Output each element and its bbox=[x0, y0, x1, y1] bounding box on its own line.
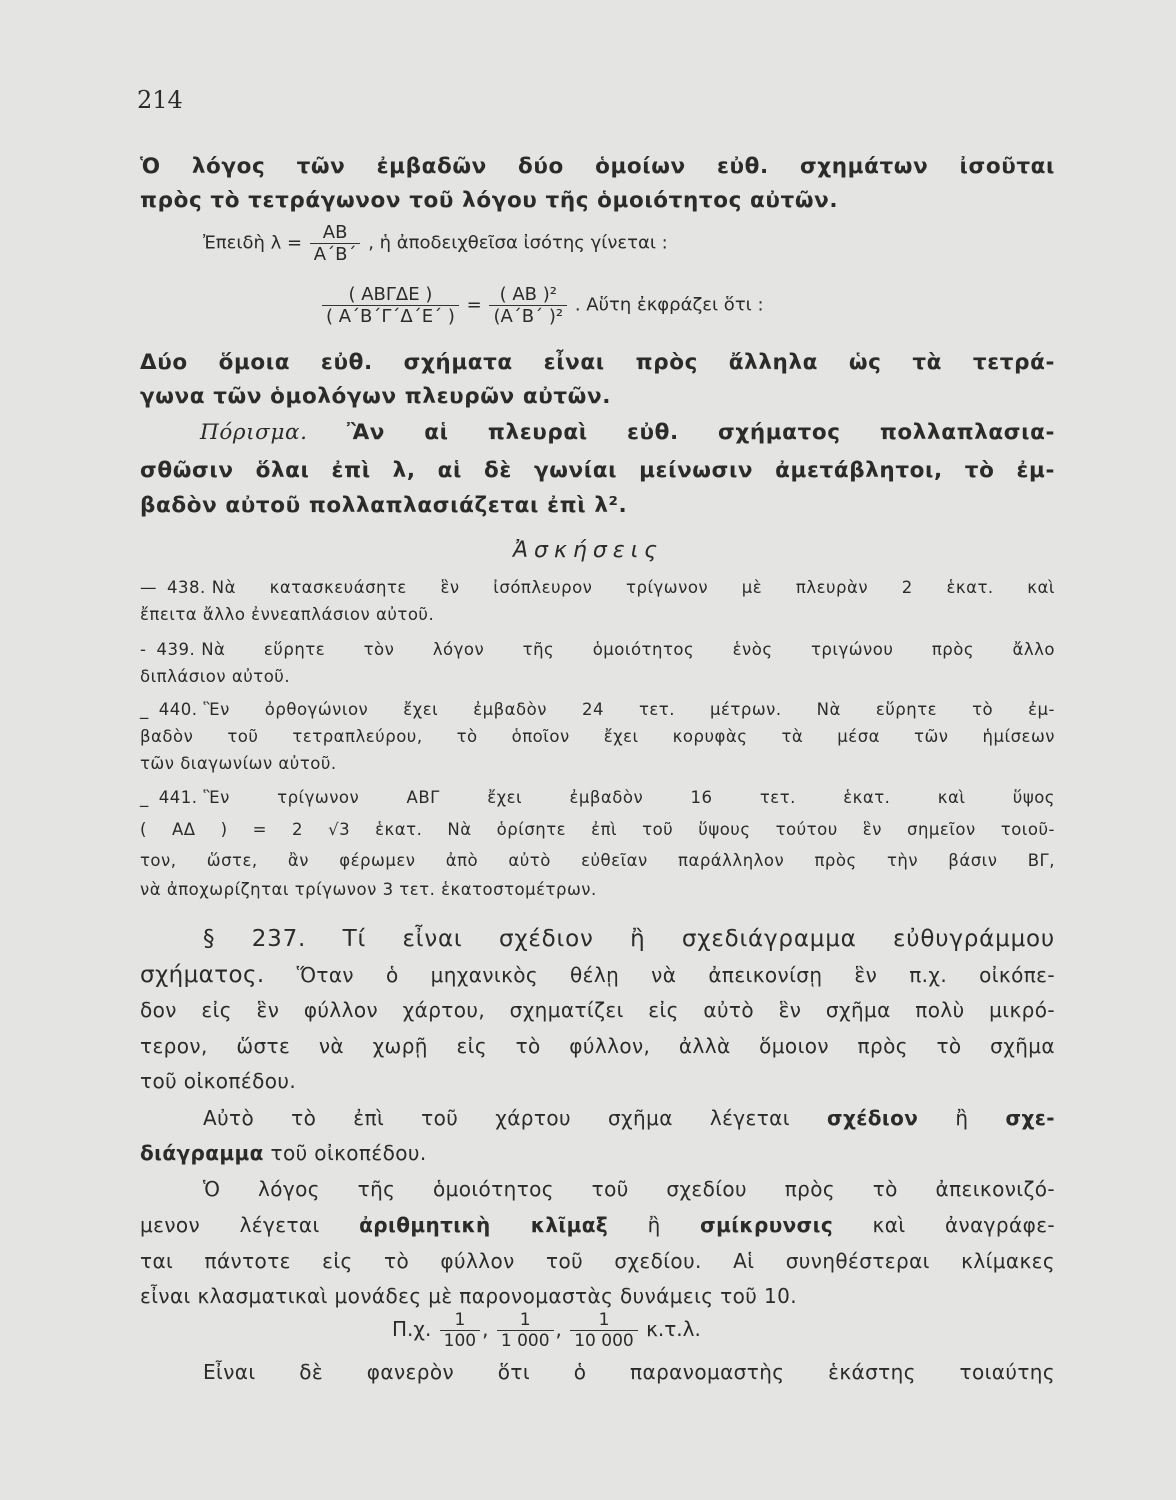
exercise-438-number: 438. bbox=[167, 578, 206, 597]
exercise-439-number: 439. bbox=[156, 640, 196, 659]
scale-fraction-100 bbox=[440, 1310, 480, 1351]
section-text-1: Ὅταν ὁ μηχανικὸς θέλῃ νὰ ἀπεικονίσῃ ἓν π.χ. οἰκόπε- bbox=[296, 963, 1055, 987]
example-suffix: κ.τ.λ. bbox=[646, 1317, 701, 1341]
exercise-438-mark: — bbox=[140, 578, 157, 597]
exercise-438-text-1: Νὰ κατασκευάσητε ἓν ἰσόπλευρον τρίγωνον μὲ πλευρὰν 2 ἑκατ. καὶ bbox=[211, 578, 1055, 597]
term-schediagramma-1: σχε- bbox=[1005, 1106, 1055, 1130]
area-denominator: ( Α΄Β΄Γ΄Δ΄Ε΄ ) bbox=[326, 306, 455, 327]
p3-text-a: μενον λέγεται bbox=[140, 1213, 320, 1237]
exercise-441-line-3: τον, ὥστε, ἂν φέρωμεν ἀπὸ αὐτὸ εὐθεῖαν παράλληλον πρὸς τὴν βάσιν ΒΓ, bbox=[140, 851, 1055, 870]
side-numerator: ( ΑΒ )² bbox=[489, 284, 567, 306]
scale-denominator: 10 000 bbox=[574, 1331, 634, 1351]
statement-line-1: Δύο ὅμοια εὐθ. σχήματα εἶναι πρὸς ἄλληλα ὡς τὰ τετρά- bbox=[140, 350, 1055, 375]
scale-denominator: 1 000 bbox=[500, 1331, 550, 1351]
lambda-numerator: ΑΒ bbox=[310, 222, 361, 244]
lambda-denominator: Α΄Β΄ bbox=[313, 244, 357, 265]
lambda-fraction bbox=[310, 222, 361, 265]
corollary-line-3: βαδὸν αὐτοῦ πολλαπλασιάζεται ἐπὶ λ². bbox=[140, 493, 628, 518]
section-title-part-2: σχήματος. bbox=[140, 962, 265, 988]
section-p3-line-2 bbox=[140, 1213, 1055, 1237]
p2-text-c: ἢ bbox=[955, 1106, 969, 1130]
exercise-439-line-2: διπλάσιον αὐτοῦ. bbox=[140, 667, 291, 686]
p3-text-c: ἢ bbox=[647, 1213, 661, 1237]
section-p3-line-1: Ὁ λόγος τῆς ὁμοιότητος τοῦ σχεδίου πρὸς τὸ ἀπεικονιζό- bbox=[203, 1177, 1055, 1201]
exercises-heading: Ἀσκήσεις bbox=[512, 538, 664, 563]
since-line bbox=[203, 222, 668, 265]
exercise-439-text-1: Νὰ εὕρητε τὸν λόγον τῆς ὁμοιότητος ἑνὸς τριγώνου πρὸς ἄλλο bbox=[201, 640, 1055, 659]
scale-fraction-10000 bbox=[570, 1310, 637, 1351]
corollary-line-1 bbox=[200, 420, 1055, 445]
section-237-line-4: τερον, ὥστε νὰ χωρῇ εἰς τὸ φύλλον, ἀλλὰ ὅμοιον πρὸς τὸ σχῆμα bbox=[140, 1034, 1055, 1058]
corollary-text-1: Ἂν αἱ πλευραὶ εὐθ. σχήματος πολλαπλασια- bbox=[346, 420, 1055, 445]
corollary-label: Πόρισμα. bbox=[200, 420, 308, 445]
area-numerator: ( ΑΒΓΔΕ ) bbox=[322, 284, 459, 306]
exercise-438-line-1 bbox=[140, 578, 1055, 597]
scale-examples: Π.χ. $\frac{1}{100}$ , $\frac{1}{1 000}$ , $\frac{1}{10 000}$ κ.τ.λ. bbox=[392, 1310, 701, 1351]
exercise-440-text-1: Ἓν ὀρθογώνιον ἔχει ἐμβαδὸν 24 τετ. μέτρων. Νὰ εὕρητε τὸ ἐμ- bbox=[203, 700, 1055, 719]
theorem-line-1: Ὁ λόγος τῶν ἐμβαδῶν δύο ὁμοίων εὐθ. σχημάτων ἰσοῦται bbox=[140, 154, 1055, 179]
term-reduction: σμίκρυνσις bbox=[700, 1213, 834, 1237]
section-number: § 237. bbox=[203, 926, 307, 952]
corollary-line-2: σθῶσιν ὅλαι ἐπὶ λ, αἱ δὲ γωνίαι μείνωσιν ἀμετάβλητοι, τὸ ἐμ- bbox=[140, 458, 1055, 483]
page-number: 214 bbox=[137, 86, 183, 114]
term-schedion: σχέδιον bbox=[826, 1106, 919, 1130]
side-fraction bbox=[489, 284, 567, 327]
exercise-440-line-1 bbox=[140, 700, 1055, 719]
section-p3-line-4: εἶναι κλασματικαὶ μονάδες μὲ παρονομαστὰς δυνάμεις τοῦ 10. bbox=[140, 1284, 797, 1308]
exercise-439-line-1 bbox=[140, 640, 1055, 659]
since-prefix: Ἐπειδὴ λ = bbox=[203, 232, 303, 254]
exercise-441-number: 441. bbox=[158, 788, 198, 807]
exercise-441-mark: _ bbox=[140, 788, 149, 807]
p3-text-e: καὶ ἀναγράφε- bbox=[872, 1213, 1056, 1237]
exercise-441-text-1: Ἓν τρίγωνον ΑΒΓ ἔχει ἐμβαδὸν 16 τετ. ἑκατ. καὶ ὕψος bbox=[203, 788, 1055, 807]
exercise-441-line-1 bbox=[140, 788, 1055, 807]
exercise-439-mark: - bbox=[140, 640, 147, 659]
scale-numerator: 1 bbox=[497, 1310, 554, 1331]
equation-suffix: . Αὕτη ἐκφράζει ὅτι : bbox=[574, 294, 764, 316]
exercise-441-line-4: νὰ ἀποχωρίζηται τρίγωνον 3 τετ. ἑκατοστομέτρων. bbox=[140, 880, 597, 899]
section-p2-line-2 bbox=[140, 1141, 1055, 1165]
section-last-line: Εἶναι δὲ φανερὸν ὅτι ὁ παρανομαστὴς ἑκάστης τοιαύτης bbox=[203, 1360, 1055, 1384]
example-prefix: Π.χ. bbox=[392, 1317, 432, 1341]
theorem-line-2: πρὸς τὸ τετράγωνον τοῦ λόγου τῆς ὁμοιότητος αὐτῶν. bbox=[140, 188, 839, 213]
section-p2-line-1 bbox=[203, 1106, 1055, 1130]
exercise-440-line-2: βαδὸν τοῦ τετραπλεύρου, τὸ ὁποῖον ἔχει κορυφὰς τὰ μέσα τῶν ἡμίσεων bbox=[140, 727, 1055, 746]
p2-text-e: τοῦ οἰκοπέδου. bbox=[270, 1141, 427, 1165]
scale-fraction-1000 bbox=[497, 1310, 554, 1351]
exercise-441-line-2: ( ΑΔ ) = 2 √3 ἑκατ. Νὰ ὁρίσητε ἐπὶ τοῦ ὕψους τούτου ἓν σημεῖον τοιοῦ- bbox=[140, 820, 1055, 839]
scale-numerator: 1 bbox=[570, 1310, 637, 1331]
scale-denominator: 100 bbox=[443, 1331, 477, 1351]
since-suffix: , ἡ ἀποδειχθεῖσα ἰσότης γίνεται : bbox=[368, 232, 668, 254]
exercise-438-line-2: ἔπειτα ἄλλο ἐννεαπλάσιον αὐτοῦ. bbox=[140, 605, 435, 624]
exercise-440-number: 440. bbox=[158, 700, 198, 719]
p2-text-a: Αὐτὸ τὸ ἐπὶ τοῦ χάρτου σχῆμα λέγεται bbox=[203, 1106, 790, 1130]
exercise-440-mark: _ bbox=[140, 700, 149, 719]
area-fraction bbox=[322, 284, 459, 327]
section-237-line-3: δον εἰς ἓν φύλλον χάρτου, σχηματίζει εἰς αὐτὸ ἓν σχῆμα πολὺ μικρό- bbox=[140, 998, 1055, 1022]
statement-line-2: γωνα τῶν ὁμολόγων πλευρῶν αὐτῶν. bbox=[140, 384, 611, 409]
section-237-line-2 bbox=[140, 962, 1055, 988]
term-schediagramma-2: διάγραμμα bbox=[140, 1141, 264, 1165]
section-237-line-5: τοῦ οἰκοπέδου. bbox=[140, 1069, 297, 1093]
section-237-title bbox=[203, 926, 1055, 952]
equals-sign: = bbox=[466, 294, 482, 316]
scale-numerator: 1 bbox=[440, 1310, 480, 1331]
section-title-part-1: Τί εἶναι σχέδιον ἢ σχεδιάγραμμα εὐθυγράμμου bbox=[342, 926, 1055, 952]
term-arithmetic-scale: ἀριθμητικὴ κλῖμαξ bbox=[359, 1213, 609, 1237]
exercise-440-line-3: τῶν διαγωνίων αὐτοῦ. bbox=[140, 754, 337, 773]
area-ratio-equation bbox=[320, 284, 764, 327]
side-denominator: (Α΄Β΄ )² bbox=[493, 306, 564, 327]
section-p3-line-3: ται πάντοτε εἰς τὸ φύλλον τοῦ σχεδίου. Αἱ συνηθέστεραι κλίμακες bbox=[140, 1249, 1055, 1273]
